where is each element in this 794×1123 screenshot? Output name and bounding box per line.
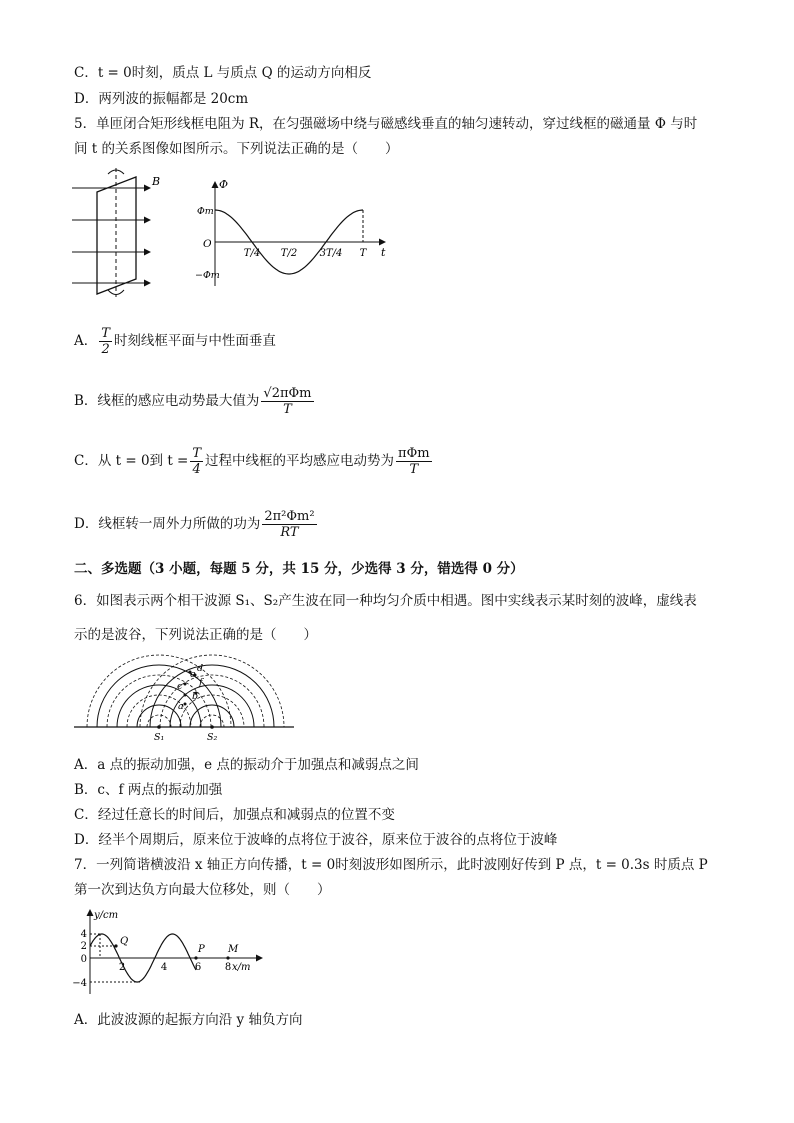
q5-option-d-den: RT	[280, 524, 299, 540]
q7-xtick-8: 8	[224, 962, 232, 973]
q5-graph-ymax: Φm	[197, 206, 214, 217]
q6-label-d: d	[197, 663, 204, 674]
q6-stem-line1: 6．如图表示两个相干波源 S₁、S₂产生波在同一种均匀介质中相遇。图中实线表示某时刻的波峰，虚线表	[74, 593, 697, 609]
q6-label-c: c	[177, 681, 183, 692]
q5-graph-origin: O	[203, 238, 212, 250]
q7-ytick-neg4: −4	[72, 978, 87, 989]
q6-interference-figure	[72, 652, 298, 742]
q5-option-c-num1: T	[192, 445, 202, 461]
q5-coil-figure	[66, 166, 166, 301]
q4-option-d: D．两列波的振幅都是 20cm	[74, 91, 249, 107]
q6-label-s1: S₁	[154, 732, 165, 742]
q6-label-s2: S₂	[207, 732, 218, 742]
q4-option-c: C．t = 0时刻，质点 L 与质点 Q 的运动方向相反	[74, 65, 372, 81]
q5-stem-line1: 5．单匝闭合矩形线框电阻为 R，在匀强磁场中绕与磁感线垂直的轴匀速转动，穿过线框的磁通量 Φ 与时	[74, 116, 698, 132]
q5-tick-3: 3T/4	[319, 248, 343, 259]
q5-option-d-fraction	[262, 509, 316, 540]
q7-point-m: M	[228, 944, 239, 955]
q5-option-c-num2: πΦm	[398, 445, 430, 461]
q5-graph-xlabel: t	[381, 246, 386, 259]
q5-tick-2: T/2	[280, 248, 298, 259]
q6-option-c: C．经过任意长的时间后，加强点和减弱点的位置不变	[74, 807, 395, 823]
q5-option-c-prefix: C．从 t = 0到 t =	[74, 453, 189, 469]
q7-ytick-0: 0	[80, 954, 87, 965]
q7-ytick-4: 4	[80, 929, 87, 940]
q5-field-label: B	[152, 175, 161, 188]
q5-option-c-fraction2	[396, 446, 432, 477]
q5-option-b-den: T	[283, 401, 292, 417]
q5-option-d-num: 2π²Φm²	[264, 508, 315, 524]
q5-option-c-text: 过程中线框的平均感应电动势为	[205, 453, 395, 469]
q7-stem-line1: 7．一列简谐横波沿 x 轴正方向传播，t = 0时刻波形如图所示，此时波刚好传到 P 点，t = 0.3s 时质点 P	[74, 857, 708, 873]
q7-ytick-2: 2	[80, 941, 87, 952]
q5-option-b-text: B．线框的感应电动势最大值为	[74, 393, 260, 409]
q5-option-c	[74, 440, 434, 482]
q6-label-a: a	[178, 701, 184, 712]
q6-label-f: f	[199, 677, 203, 688]
q7-xtick-6: 6	[194, 962, 202, 973]
q5-graph-ylabel: Φ	[219, 178, 229, 191]
q7-xtick-4: 4	[160, 962, 168, 973]
q5-option-a	[74, 320, 276, 362]
q6-option-b: B．c、f 两点的振动加强	[74, 782, 223, 798]
q7-option-a: A．此波波源的起振方向沿 y 轴负方向	[74, 1012, 303, 1028]
q6-label-b: b	[192, 691, 199, 702]
q7-wave-figure	[72, 906, 272, 998]
q5-option-c-fraction1	[190, 446, 203, 477]
q5-option-c-den1: 4	[192, 461, 201, 477]
q7-point-p: P	[198, 944, 205, 955]
q7-xlabel: x/m	[232, 962, 251, 973]
q5-tick-1: T/4	[243, 248, 261, 259]
q5-graph-ymin: −Φm	[195, 270, 220, 281]
section-heading-multiple-choice: 二、多选题（3 小题，每题 5 分，共 15 分，少选得 3 分，错选得 0 分）	[74, 561, 524, 577]
q5-flux-graph	[195, 176, 395, 291]
q5-option-b-fraction	[261, 386, 313, 417]
q7-ylabel: y/cm	[94, 910, 119, 921]
q5-option-a-fraction	[99, 326, 112, 357]
q7-stem-line2: 第一次到达负方向最大位移处，则（ ）	[74, 882, 331, 898]
q7-xtick-2: 2	[118, 962, 126, 973]
q7-point-q: Q	[120, 936, 129, 947]
q5-option-b-num: √2πΦm	[263, 385, 312, 401]
q6-label-e: e	[190, 669, 196, 680]
q5-tick-4: T	[359, 248, 367, 259]
q5-option-a-num: T	[101, 325, 110, 341]
q5-option-d	[74, 503, 319, 545]
q6-stem-line2: 示的是波谷，下列说法正确的是（ ）	[74, 627, 317, 643]
q5-stem-line2: 间 t 的关系图像如图所示。下列说法正确的是（ ）	[74, 141, 399, 157]
q5-option-a-den: 2	[101, 341, 110, 357]
q5-option-c-den2: T	[409, 461, 419, 477]
q5-option-a-text: 时刻线框平面与中性面垂直	[113, 333, 276, 349]
q6-option-a: A．a 点的振动加强，e 点的振动介于加强点和减弱点之间	[74, 757, 419, 773]
q5-option-b	[74, 380, 316, 422]
q5-option-d-text: D．线框转一周外力所做的功为	[74, 516, 261, 532]
q6-option-d: D．经半个周期后，原来位于波峰的点将位于波谷，原来位于波谷的点将位于波峰	[74, 832, 558, 848]
q5-option-a-prefix: A．	[74, 333, 98, 349]
